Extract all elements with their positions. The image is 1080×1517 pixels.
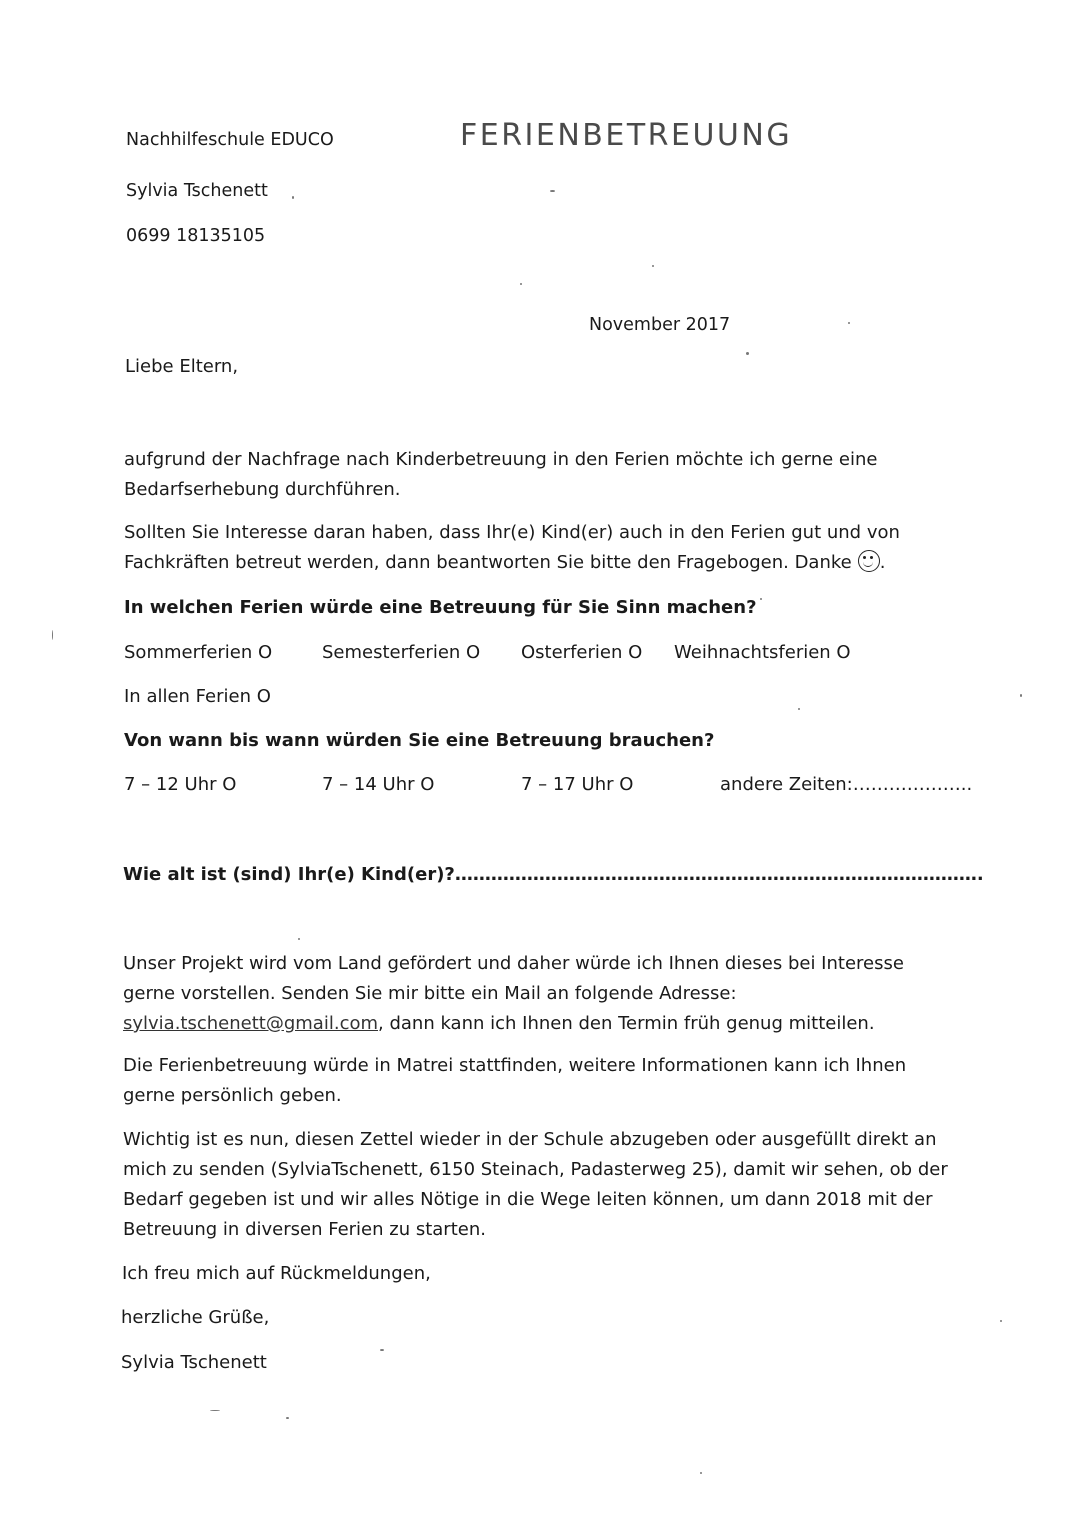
scan-speck xyxy=(700,1472,702,1474)
interest-paragraph xyxy=(124,518,954,578)
location-line-2: gerne persönlich geben. xyxy=(123,1085,342,1106)
project-line-3-rest: , dann kann ich Ihnen den Termin früh genug mitteilen. xyxy=(378,1013,875,1034)
interest-line-2-text: Fachkräften betreut werden, dann beantworten Sie bitte den Fragebogen. Danke xyxy=(124,552,852,573)
important-line-2: mich zu senden (SylviaTschenett, 6150 Steinach, Padasterweg 25), damit wir sehen, ob der xyxy=(123,1159,948,1180)
document-title: FERIENBETREUUNG xyxy=(460,118,793,153)
interest-line-1: Sollten Sie Interesse daran haben, dass Ihr(e) Kind(er) auch in den Ferien gut und von xyxy=(124,522,900,543)
scan-speck xyxy=(848,322,850,324)
important-line-3: Bedarf gegeben ist und wir alles Nötige in die Wege leiten können, um dann 2018 mit der xyxy=(123,1189,933,1210)
location-line-1: Die Ferienbetreuung würde in Matrei stattfinden, weitere Informationen kann ich Ihnen xyxy=(123,1055,907,1076)
option-7-12[interactable]: 7 – 12 Uhr O xyxy=(124,774,237,795)
question-vacations: In welchen Ferien würde eine Betreuung für Sie Sinn machen? xyxy=(124,597,757,618)
scan-speck xyxy=(210,1410,220,1411)
scan-speck xyxy=(292,196,294,199)
scan-speck xyxy=(652,265,654,267)
scan-speck xyxy=(52,630,53,640)
option-osterferien[interactable]: Osterferien O xyxy=(521,642,643,663)
scan-speck xyxy=(760,598,762,600)
option-7-14[interactable]: 7 – 14 Uhr O xyxy=(322,774,435,795)
question-child-age[interactable]: Wie alt ist (sind) Ihr(e) Kind(er)?……………………………………………………………………………. xyxy=(123,864,984,885)
scan-speck xyxy=(1000,1320,1002,1322)
contact-phone: 0699 18135105 xyxy=(126,226,266,246)
project-line-2: gerne vorstellen. Senden Sie mir bitte ein Mail an folgende Adresse: xyxy=(123,983,737,1004)
scan-speck xyxy=(798,708,800,710)
email-link[interactable]: sylvia.tschenett@gmail.com xyxy=(123,1013,379,1034)
scan-speck xyxy=(298,938,300,940)
option-sommerferien[interactable]: Sommerferien O xyxy=(124,642,273,663)
option-other-times[interactable]: andere Zeiten:……………….. xyxy=(720,774,973,795)
project-line-1: Unser Projekt wird vom Land gefördert und daher würde ich Ihnen dieses bei Interesse xyxy=(123,953,904,974)
interest-line-2 xyxy=(124,548,954,578)
option-7-17[interactable]: 7 – 17 Uhr O xyxy=(521,774,634,795)
important-line-4: Betreuung in diversen Ferien zu starten. xyxy=(123,1219,486,1240)
scan-speck xyxy=(1020,694,1022,697)
greeting: Liebe Eltern, xyxy=(125,356,239,377)
question-times: Von wann bis wann würden Sie eine Betreuung brauchen? xyxy=(124,730,715,751)
intro-paragraph xyxy=(124,445,954,505)
scan-speck xyxy=(520,283,522,285)
closing-line-2: herzliche Grüße, xyxy=(121,1307,270,1328)
school-name: Nachhilfeschule EDUCO xyxy=(126,130,334,150)
option-alle-ferien[interactable]: In allen Ferien O xyxy=(124,686,271,707)
interest-line-2-suffix: . xyxy=(879,552,886,573)
scan-speck xyxy=(550,190,555,192)
project-paragraph xyxy=(123,949,953,1039)
letter-date: November 2017 xyxy=(589,315,731,335)
signature-name: Sylvia Tschenett xyxy=(121,1352,267,1373)
location-paragraph xyxy=(123,1051,953,1111)
intro-line-2: Bedarfserhebung durchführen. xyxy=(124,479,401,500)
option-semesterferien[interactable]: Semesterferien O xyxy=(322,642,481,663)
scan-speck xyxy=(380,1349,384,1351)
closing-line-1: Ich freu mich auf Rückmeldungen, xyxy=(122,1263,431,1284)
smiley-face-icon xyxy=(858,550,880,572)
scan-speck xyxy=(286,1417,289,1419)
project-line-3 xyxy=(123,1009,953,1039)
scan-speck xyxy=(746,352,749,355)
important-paragraph xyxy=(123,1125,953,1245)
important-line-1: Wichtig ist es nun, diesen Zettel wieder in der Schule abzugeben oder ausgefüllt direkt an xyxy=(123,1129,937,1150)
contact-name: Sylvia Tschenett xyxy=(126,181,268,201)
intro-line-1: aufgrund der Nachfrage nach Kinderbetreuung in den Ferien möchte ich gerne eine xyxy=(124,449,878,470)
option-weihnachtsferien[interactable]: Weihnachtsferien O xyxy=(674,642,851,663)
